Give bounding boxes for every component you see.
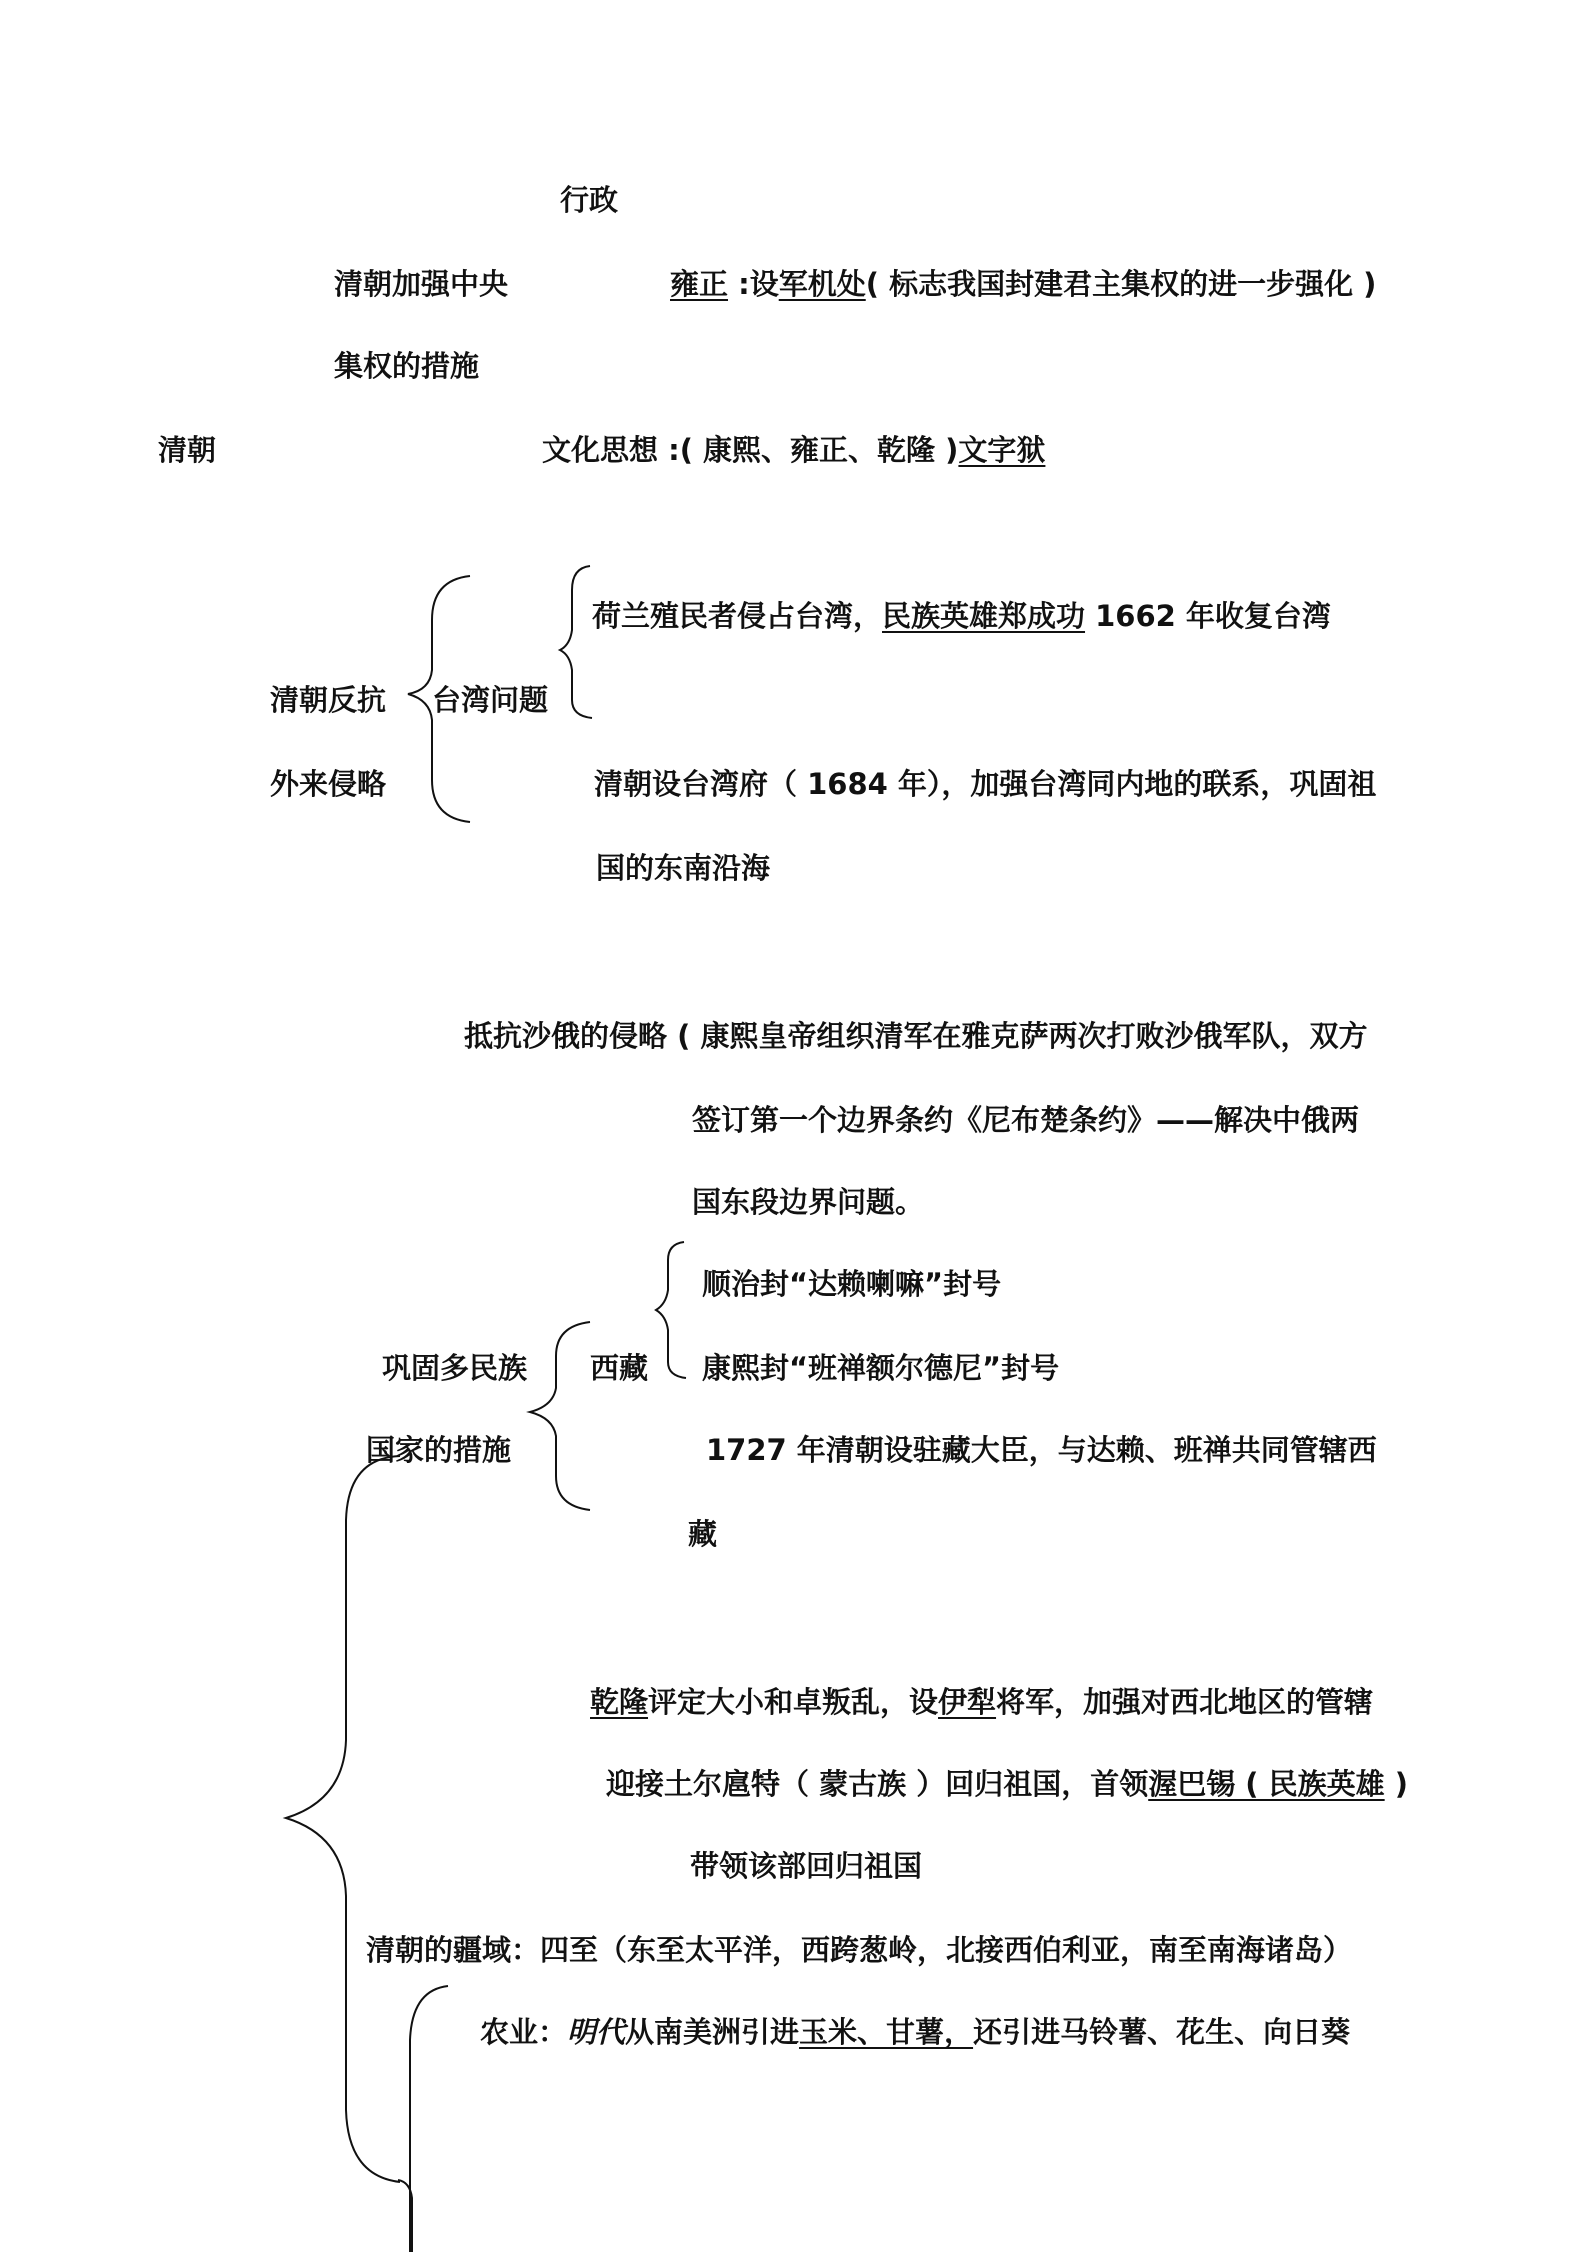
label-gonggu-2: 国家的措施 (366, 1433, 512, 1467)
nongye-suffix: 还引进马铃薯、花生、向日葵 (973, 2015, 1351, 2049)
term-wobaxi: 渥巴锡 ( 民族英雄 (1148, 1767, 1385, 1801)
helan-suffix: 1662 年收复台湾 (1085, 599, 1331, 633)
culture-prefix: 文化思想 :( 康熙、雍正、乾隆 ) (542, 433, 959, 467)
zhuzang-line-1: 1727 年清朝设驻藏大臣，与达赖、班禅共同管辖西 (706, 1433, 1377, 1467)
term-junjichu: 军机处 (778, 267, 866, 301)
label-fankang-1: 清朝反抗 (270, 683, 387, 717)
junjichu-note: ( 标志我国封建君主集权的进一步强化 ) (865, 267, 1377, 301)
qianlong-mid: 评定大小和卓叛乱，设 (648, 1685, 939, 1719)
economy-brace (410, 1986, 448, 2252)
term-wenziyu: 文字狱 (958, 433, 1046, 467)
label-gonggu-1: 巩固多民族 (382, 1351, 528, 1385)
culture-line (542, 432, 1045, 468)
shae-line-1: 抵抗沙俄的侵略 ( 康熙皇帝组织清军在雅克萨两次打败沙俄军队，双方 (464, 1019, 1368, 1053)
jiangyu-line: 清朝的疆域：四至（东至太平洋，西跨葱岭，北接西伯利亚，南至南海诸岛） (366, 1933, 1353, 1967)
nongye-line (480, 2014, 1350, 2050)
tuerhute-line-2: 带领该部回归祖国 (690, 1849, 923, 1883)
term-yongzheng: 雍正 (670, 267, 729, 301)
label-jiaqiang-zhongyang: 清朝加强中央 (334, 267, 509, 301)
taiwanfu-line-2: 国的东南沿海 (596, 851, 771, 885)
term-mingdai: 明代 (567, 2015, 626, 2049)
qianlong-line (590, 1684, 1373, 1720)
yongzheng-junjichu-line (670, 266, 1376, 302)
tuerhute-line-1 (606, 1766, 1408, 1802)
kangxi-banchan-line: 康熙封“班禅额尔德尼”封号 (702, 1351, 1060, 1385)
shae-line-3: 国东段边界问题。 (692, 1185, 925, 1219)
tuerhute-close: ) (1384, 1767, 1409, 1801)
nongye-label: 农业： (480, 2015, 568, 2049)
xizang-brace (656, 1242, 686, 1378)
helan-brace (560, 566, 592, 718)
major-brace (286, 1456, 400, 2182)
helan-line (592, 598, 1331, 634)
label-taiwan-wenti: 台湾问题 (432, 683, 549, 717)
label-fankang-2: 外来侵略 (270, 767, 387, 801)
term-zheng-chenggong: 民族英雄郑成功 (882, 599, 1086, 633)
nongye-mid: 从南美洲引进 (625, 2015, 800, 2049)
sep-she: :设 (728, 267, 779, 301)
term-yili: 伊犁 (938, 1685, 997, 1719)
label-jiquan-cuoshi: 集权的措施 (334, 349, 480, 383)
label-xizang: 西藏 (590, 1351, 649, 1385)
taiwanfu-line-1: 清朝设台湾府（ 1684 年），加强台湾同内地的联系，巩固祖 (594, 767, 1377, 801)
qianlong-suffix: 将军，加强对西北地区的管辖 (996, 1685, 1374, 1719)
label-xingzheng: 行政 (560, 183, 619, 217)
term-qianlong: 乾隆 (590, 1685, 649, 1719)
helan-prefix: 荷兰殖民者侵占台湾， (592, 599, 883, 633)
shae-line-2: 签订第一个边界条约《尼布楚条约》——解决中俄两 (692, 1103, 1360, 1137)
zhuzang-line-2: 藏 (688, 1517, 718, 1551)
term-yumi: 玉米、甘薯， (799, 2015, 974, 2049)
tuerhute-prefix: 迎接土尔扈特（ 蒙古族 ）回归祖国，首领 (606, 1767, 1149, 1801)
shunzhi-line: 顺治封“达赖喇嘛”封号 (702, 1267, 1002, 1301)
label-qingchao: 清朝 (158, 433, 217, 467)
gonggu-brace (530, 1322, 590, 1510)
